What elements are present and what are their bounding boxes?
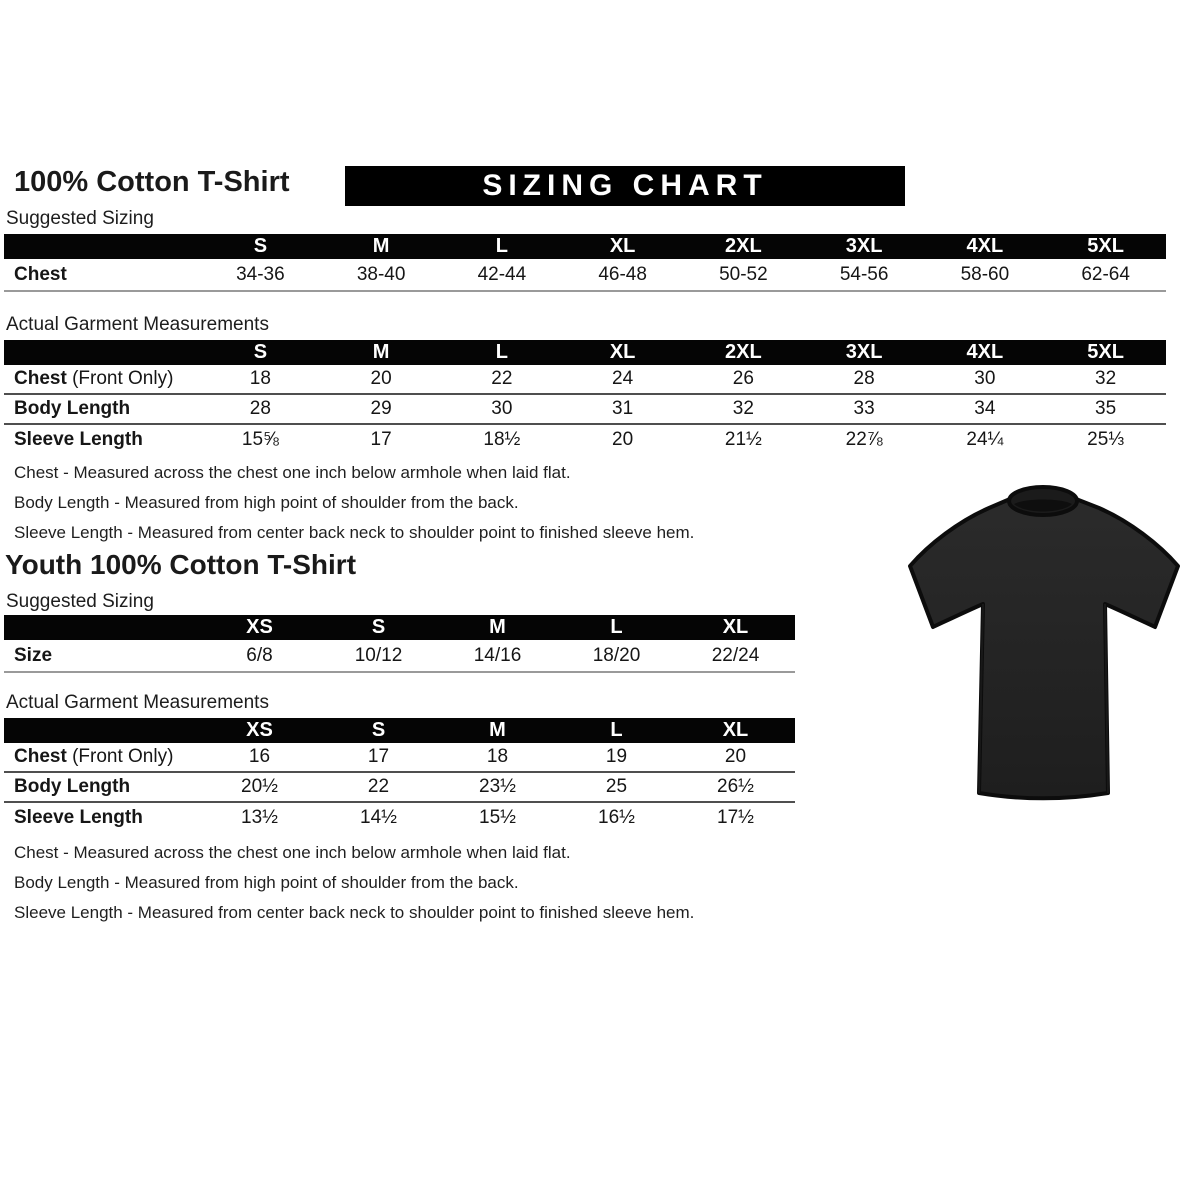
table-header-row [4,718,795,743]
cell: 22 [367,776,390,797]
cell: 26 [732,368,754,389]
table-row [4,425,1166,455]
cell: 25⅓ [1087,429,1125,450]
col-header: 4XL [966,235,1004,257]
col-header: L [610,719,623,741]
adult-suggested-sizing-label: Suggested Sizing [4,208,1166,237]
note-line: Chest - Measured across the chest one inch below armhole when laid flat. [14,843,571,862]
col-header: S [253,341,268,363]
table-row [4,365,1166,395]
cell: 35 [1095,398,1117,419]
table-header-row [4,234,1166,259]
adult-actual-measurements-table [4,340,1166,455]
table-row [4,743,795,773]
black-tshirt-photo [893,477,1193,817]
cell: 20 [724,746,747,767]
col-header: XL [722,616,749,638]
cell: 28 [249,398,271,419]
cell: 62-64 [1081,263,1130,285]
cell: 18 [486,746,509,767]
row-label: Chest [14,263,67,285]
col-header: L [495,341,508,363]
note-line: Sleeve Length - Measured from center back neck to shoulder point to finished sleeve hem. [14,903,695,922]
cell: 18 [249,368,271,389]
row-label-cell [4,645,200,667]
col-header: L [495,235,508,257]
cell: 29 [370,398,392,419]
adult-suggested-sizing-table [4,234,1166,292]
row-label: Body Length [14,776,131,797]
sizing-chart-banner: SIZING CHART [345,166,905,206]
table-header-row [4,615,795,640]
cell: 14½ [360,807,397,828]
table-row [4,259,1166,292]
cell: 32 [1095,368,1117,389]
col-header: 4XL [966,341,1004,363]
cell: 16½ [598,807,635,828]
row-label-suffix: (Front Only) [66,746,174,767]
cell: 19 [605,746,628,767]
table-header-row [4,340,1166,365]
table-row [4,395,1166,425]
col-header: 3XL [845,235,883,257]
cell: 15⅝ [241,429,279,450]
cell: 18½ [483,429,521,450]
col-header: S [253,235,268,257]
cell: 17 [370,429,392,450]
cell: 23½ [479,776,516,797]
youth-section-title: Youth 100% Cotton T-Shirt [5,549,357,580]
note-line: Chest - Measured across the chest one inch below armhole when laid flat. [14,463,571,482]
page-title: 100% Cotton T-Shirt [14,166,290,198]
row-label: Chest [14,368,67,389]
col-header: 3XL [845,341,883,363]
note-line: Body Length - Measured from high point of shoulder from the back. [14,873,519,892]
cell: 28 [853,368,875,389]
cell: 38-40 [356,263,406,285]
cell: 32 [732,398,754,419]
cell: 21½ [724,429,762,450]
cell: 17½ [717,807,754,828]
youth-suggested-sizing-label: Suggested Sizing [4,591,795,620]
cell: 20 [612,429,634,450]
col-header: XL [609,235,636,257]
row-label-cell [4,776,200,798]
col-header: S [371,616,386,638]
col-header: M [489,616,506,638]
cell: 30 [974,368,996,389]
row-label-cell [4,398,200,420]
cell: 18/20 [592,644,641,666]
note-line: Body Length - Measured from high point of shoulder from the back. [14,493,519,512]
col-header: 5XL [1087,235,1124,257]
note-line: Sleeve Length - Measured from center back neck to shoulder point to finished sleeve hem. [14,523,695,542]
row-label: Sleeve Length [14,429,143,450]
row-label: Size [14,644,53,666]
col-header: XS [246,719,273,741]
col-header: 2XL [725,235,762,257]
col-header: 2XL [725,341,762,363]
col-header: M [489,719,506,741]
cell: 33 [853,398,875,419]
table-row [4,803,795,833]
col-header: M [372,235,390,257]
col-header: XL [722,719,749,741]
youth-suggested-sizing-table [4,615,795,673]
col-header: 5XL [1087,341,1124,363]
cell: 46-48 [598,263,647,285]
cell: 13½ [241,807,278,828]
cell: 22/24 [711,644,760,666]
cell: 50-52 [719,263,768,285]
cell: 20 [370,368,392,389]
cell: 16 [248,746,271,767]
col-header: XS [246,616,273,638]
table-row [4,640,795,673]
youth-actual-measurements-table [4,718,795,833]
cell: 24 [612,368,634,389]
cell: 24¼ [966,429,1004,450]
col-header: S [371,719,386,741]
cell: 58-60 [960,263,1010,285]
adult-actual-measurements-label: Actual Garment Measurements [4,314,1166,343]
youth-actual-measurements-label: Actual Garment Measurements [4,692,795,721]
youth-measurement-notes [14,838,694,928]
row-label: Body Length [14,398,131,419]
cell: 20½ [241,776,278,797]
cell: 14/16 [473,644,522,666]
cell: 17 [367,746,390,767]
row-label: Sleeve Length [14,807,143,828]
cell: 54-56 [839,263,889,285]
cell: 42-44 [477,263,527,285]
row-label-cell [4,429,200,451]
col-header: XL [609,341,636,363]
row-label: Chest [14,746,67,767]
cell: 22 [491,368,513,389]
row-label-cell [4,368,200,390]
row-label-cell [4,807,200,829]
cell: 25 [605,776,628,797]
row-label-suffix: (Front Only) [66,368,174,389]
cell: 26½ [717,776,754,797]
tshirt-graphic [893,477,1193,817]
cell: 30 [491,398,513,419]
cell: 34 [974,398,996,419]
cell: 31 [612,398,634,419]
cell: 34-36 [236,263,285,285]
cell: 22⅞ [845,429,883,450]
col-header: L [610,616,623,638]
adult-measurement-notes [14,458,694,548]
table-row [4,773,795,803]
cell: 6/8 [246,644,273,666]
row-label-cell [4,746,200,768]
row-label-cell [4,264,200,286]
cell: 15½ [479,807,516,828]
cell: 10/12 [354,644,403,666]
col-header: M [372,341,390,363]
